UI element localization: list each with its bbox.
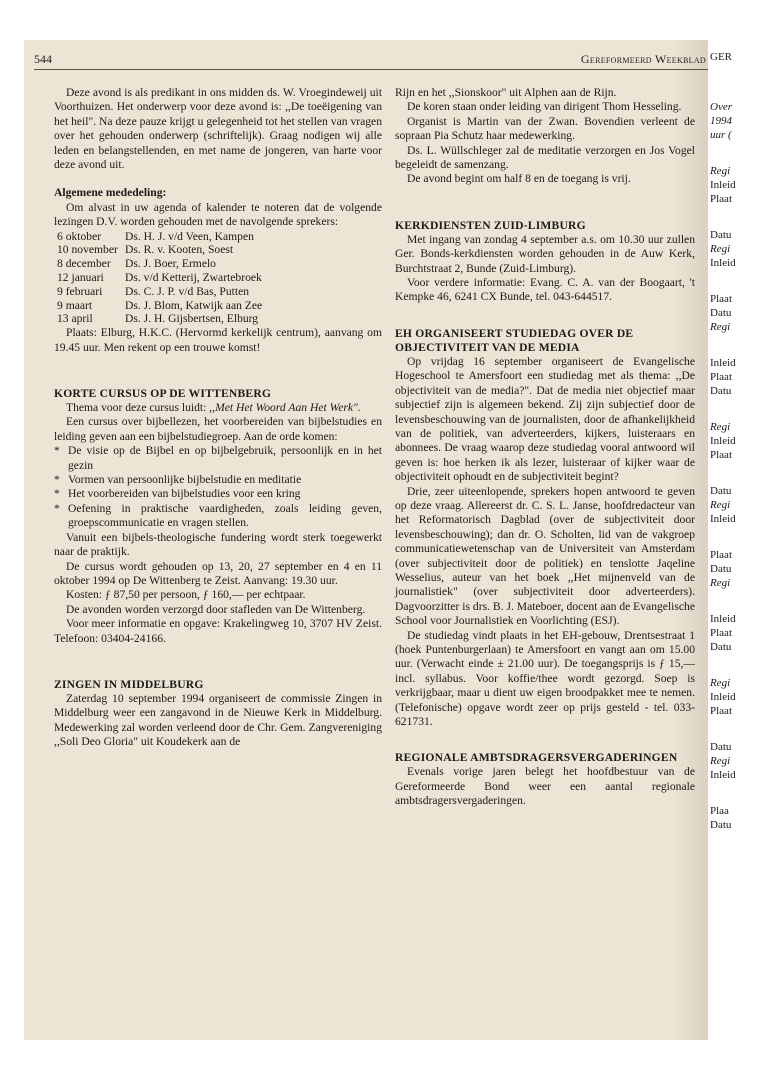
cursus-paragraph: Kosten: ƒ 87,50 per persoon, ƒ 160,— per echtpaar. <box>66 588 306 602</box>
studiedag-heading: EH ORGANISEERT STUDIEDAG OVER DE OBJECTIVITEIT VAN DE MEDIA <box>395 326 634 354</box>
speaker-row <box>54 299 262 313</box>
header-rule <box>34 69 708 70</box>
zingen-paragraph: Organist is Martin van der Zwan. Bovendien verleent de sopraan Pia Schutz haar medewerking. <box>395 114 695 143</box>
list-item: * Oefening in praktische vaardigheden, zoals leiding geven, groepscommunicatie en vragen stellen. <box>54 501 382 530</box>
speaker-date: 12 januari <box>57 271 104 285</box>
list-item: Inleid Plaat Datu <box>710 357 736 397</box>
list-item: Regi Inleid Plaat <box>710 677 736 717</box>
list-item: Regi Inleid Plaat <box>710 421 736 461</box>
regionale-heading: REGIONALE AMBTSDRAGERSVERGADERINGEN <box>395 751 678 765</box>
cursus-paragraph: Een cursus over bijbellezen, het voorbereiden van bijbelstudies en leiding geven aan een bijbelstudiegroep. Aan de orde komen: <box>54 415 382 443</box>
studiedag-paragraph: Op vrijdag 16 september organiseert de Evangelische Hogeschool te Amersfoort een studiedag met als thema: ,,De objectiviteit van de media?". Dat de media niet objectief maar subjectief zijn is algemeen bekend. Zij zijn subjectief door de levensbeschouwing van de journalisten, door de afhankelijkheid van de politiek, van adverteerders, kijkers, luisteraars en abonnees. De vraag waarop deze studiedag vooral antwoord wil geven is: hoe herken ik als lezer, luisteraar of kijker waar de objectiviteit ophoudt en de subjectiviteit begint? <box>395 354 695 484</box>
speaker-name: Ds. J. Blom, Katwijk aan Zee <box>125 298 263 312</box>
speaker-date: 9 februari <box>57 284 103 298</box>
speaker-row <box>54 271 262 285</box>
page-header <box>34 52 706 70</box>
cursus-paragraph: De avonden worden verzorgd door stafleden van De Wittenberg. <box>66 602 366 616</box>
cursus-heading: KORTE CURSUS OP DE WITTENBERG <box>54 387 272 401</box>
kerkdiensten-heading: KERKDIENSTEN ZUID-LIMBURG <box>395 218 586 232</box>
speaker-name: Ds. J. Boer, Ermelo <box>125 257 216 271</box>
speaker-row <box>54 312 262 326</box>
list-item: Datu Regi Inleid <box>710 485 736 525</box>
mededeling-heading: Algemene mededeling: <box>54 186 167 200</box>
speakers-table <box>54 230 262 327</box>
list-item: Inleid Plaat Datu <box>710 613 736 653</box>
list-item: * De visie op de Bijbel en op bijbelgebruik, persoonlijk en in het gezin <box>54 444 382 472</box>
cursus-topics-list <box>54 444 382 530</box>
cursus-thema-prefix: Thema voor deze cursus luidt: <box>66 401 210 415</box>
zingen-continued-paragraph: Rijn en het ,,Sionskoor" uit Alphen aan de Rijn. <box>395 86 617 99</box>
kerkdiensten-paragraph: Voor verdere informatie: Evang. C. A. van der Boogaart, 't Kempke 46, 6241 CX Bunde, tel. 043-644517. <box>395 276 695 304</box>
magazine-page <box>24 40 736 1040</box>
zingen-paragraph: Ds. L. Wüllschleger zal de meditatie verzorgen en Jos Vogel begeleidt de samenzang. <box>395 143 695 172</box>
cursus-paragraph: Vanuit een bijbels-theologische fundering wordt sterk toegewerkt naar de praktijk. <box>54 530 382 559</box>
page-number: 544 <box>34 52 52 66</box>
column-next-page-cropped <box>710 50 770 854</box>
speaker-row <box>54 285 262 299</box>
column-right <box>395 86 695 809</box>
next-page-intro: Over 1994 uur ( <box>710 101 732 141</box>
speaker-name: Ds. v/d Ketterij, Zwartebroek <box>125 271 262 285</box>
list-item: Plaa Datu <box>710 805 732 831</box>
next-page-header: GER <box>710 51 732 63</box>
zingen-heading: ZINGEN IN MIDDELBURG <box>54 677 204 691</box>
speaker-date: 13 april <box>57 312 93 326</box>
speaker-name: Ds. H. J. v/d Veen, Kampen <box>125 229 254 243</box>
publication-title: Gereformeerd Weekblad <box>580 52 706 66</box>
column-left <box>54 86 382 750</box>
list-item: Datu Regi Inleid <box>710 741 736 781</box>
list-item: Plaat Datu Regi <box>710 293 732 333</box>
plaats-paragraph: Plaats: Elburg, H.K.C. (Hervormd kerkelijk centrum), aanvang om 19.45 uur. Men rekent op een trouwe komst! <box>54 326 382 354</box>
zingen-paragraph: Zaterdag 10 september 1994 organiseert de commissie Zingen in Middelburg weer een zangavond in de Nieuwe Kerk in Middelburg. Medewerking zal worden verleend door de Chr. Gem. Zangvereniging ,,Soli Deo Gloria" uit Koudekerk aan de <box>54 691 382 749</box>
list-item: * Vormen van persoonlijke bijbelstudie en meditatie <box>54 473 302 487</box>
studiedag-paragraph: De studiedag vindt plaats in het EH-gebouw, Drentsestraat 1 (hoek Puntenburgerlaan) te Amersfoort en vangt aan om 15.00 uur. (Verwacht einde ± 21.00 uur). De toegangsprijs is ƒ 15,— incl. syllabus. Voor koffie/thee wordt gezorgd. Soep is verkrijgbaar, maar u dient uw eigen broodpakket mee te nemen. (Telefonische) opgave wordt zeer op prijs gesteld - tel. 033-621731. <box>395 628 695 729</box>
speaker-date: 9 maart <box>57 298 93 312</box>
speaker-date: 10 november <box>57 243 118 257</box>
cursus-thema-title: ,,Met Het Woord Aan Het Werk". <box>209 401 361 415</box>
cursus-paragraph: De cursus wordt gehouden op 13, 20, 27 september en 4 en 11 oktober 1994 op De Wittenberg te Zeist. Aanvang: 19.30 uur. <box>54 559 382 587</box>
mededeling-paragraph: Om alvast in uw agenda of kalender te noteren dat de volgende lezingen D.V. worden gehouden met de navolgende sprekers: <box>54 200 382 229</box>
intro-paragraph: Deze avond is als predikant in ons midden ds. W. Vroegindeweij uit Voorthuizen. Het onderwerp voor deze avond is: ,,De toeëigening van het heil". Na deze pauze krijgt u gelegenheid tot het stellen van vragen over het gehouden onderwerp (schriftelijk). Graag nodigen wij alle leden en belangstellenden, en met name de jongeren, van harte voor deze avond uit. <box>54 86 382 172</box>
zingen-paragraph: De avond begint om half 8 en de toegang is vrij. <box>407 172 631 186</box>
zingen-paragraph: De koren staan onder leiding van dirigent Thom Hesseling. <box>407 100 682 114</box>
studiedag-paragraph: Drie, zeer uiteenlopende, sprekers hopen antwoord te geven op deze vraag. Allereerst dr. C. S. L. Janse, hoofdredacteur van het Reformatorisch Dagblad (over de subjectiviteit door levensbeschouwing); dan dr. O. Scholten, lid van de vakgroep communicatiewetenschap van de Universiteit van Amsterdam (over subjectiviteit door de politiek) en tenslotte Jaqeline Wesselius, auteur van het boek ,,Het mijnenveld van de journalistiek" (over subjectiviteit door adverteerders). Dagvoorzitter is drs. B. J. Mateboer, docent aan de Evangelische School voor Journalistiek en Voorlichting (ESJ). <box>395 484 695 628</box>
list-item: * Het voorbereiden van bijbelstudies voor een kring <box>54 487 301 501</box>
list-item: Datu Regi Inleid <box>710 229 736 269</box>
cursus-paragraph: Voor meer informatie en opgave: Krakelingweg 10, 3707 HV Zeist. Telefoon: 03404-24166. <box>54 617 382 645</box>
speaker-name: Ds. J. H. Gijsbertsen, Elburg <box>125 312 259 326</box>
cursus-thema-paragraph <box>54 401 382 415</box>
speaker-name: Ds. R. v. Kooten, Soest <box>125 243 234 257</box>
speaker-name: Ds. C. J. P. v/d Bas, Putten <box>125 284 250 298</box>
speaker-row <box>54 243 262 257</box>
list-item: Regi Inleid Plaat <box>710 165 736 205</box>
kerkdiensten-paragraph: Met ingang van zondag 4 september a.s. om 10.30 uur zullen Ger. Bonds-kerkdiensten worden gehouden in de Auw Kerk, Burchtstraat 2, Bunde (Zuid-Limburg). <box>395 232 695 275</box>
list-item: Plaat Datu Regi <box>710 549 732 589</box>
regionale-paragraph: Evenals vorige jaren belegt het hoofdbestuur van de Gereformeerde Bond weer een aantal regionale ambtsdragersvergaderingen. <box>395 765 695 808</box>
speaker-row <box>54 257 262 271</box>
speaker-date: 6 oktober <box>57 229 102 243</box>
speaker-row <box>54 230 262 244</box>
speaker-date: 8 december <box>57 257 111 271</box>
